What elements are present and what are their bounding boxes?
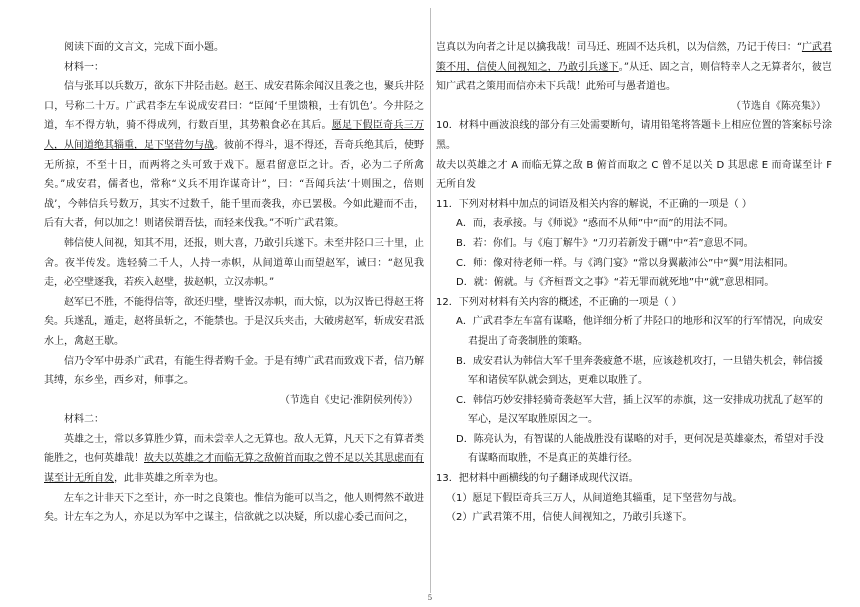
question-11-option-b: B．若：你们。与《庖丁解牛》“刀刃若新发于硎”中“若”意思不同。 bbox=[456, 237, 754, 249]
material-two-title: 材料二： bbox=[64, 414, 104, 426]
question-11-option-a: A．而，表承接。与《师说》“惑而不从师”中“而”的用法不同。 bbox=[456, 218, 734, 230]
passage-text: 。彼前不得斗，退不得还，吾奇兵绝其后，使野无所掠，不至十日，而两将之头可致于戏下。愿君留意臣之计。否，必为二子所禽矣。”成安君，儒者也，常称“义兵不用诈谋奇计”，曰：“吾闻兵法‘十则围之，倍则战’，今韩信兵号数万，其实不过数千，能千里而袭我，亦已罢极。今如此避而不击，后有大者，何以加之！则诸侯谓吾怯，而轻来伐我。”不听广武君策。 bbox=[44, 139, 424, 230]
question-12-option-a: A．广武君李左车富有谋略，他详细分析了井陉口的地形和汉军的行军情况，向成安 bbox=[456, 316, 823, 328]
question-13: 13．把材料中画横线的句子翻译成现代汉语。 bbox=[436, 473, 639, 485]
question-12-option-b-cont: 军和诸侯军队就会到达，更难以取胜了。 bbox=[468, 375, 648, 387]
material-one-paragraph-4: 信乃令军中毋杀广武君，有能生得者购千金。于是有缚广武君而致戏下者，信乃解其缚，东乡坐，西乡对，师事之。 bbox=[44, 355, 424, 387]
material-two-source: （节选自《陈亮集》） bbox=[731, 100, 826, 112]
question-11-option-c: C．师：像对待老师一样。与《鸿门宴》“常以身翼蔽沛公”中“翼”用法相同。 bbox=[456, 257, 794, 269]
question-12-option-c: C．韩信巧妙安排轻骑奇袭赵军大营，插上汉军的赤旗，这一安排成功扰乱了赵军的 bbox=[456, 394, 823, 406]
passage-text: 信与张耳以兵数万，欲东下井陉击赵。赵王、成安君陈余闻汉且袭之也，聚兵井陉口，号称二十万。广武君李左车说成安君曰：“臣闻‘千里馈粮，士有饥色’。今井陉之道，车不得方轨，骑不得成列，行数百里，其势粮食必在其后。 bbox=[44, 81, 424, 132]
material-two-paragraph-1 bbox=[44, 430, 424, 489]
material-one-paragraph-1 bbox=[44, 77, 424, 234]
question-13-item-1: （1）愿足下假臣奇兵三万人，从间道绝其辎重，足下坚营勿与战。 bbox=[446, 492, 743, 504]
question-12-option-d-cont: 有谋略而取胜，不是真正的英雄行径。 bbox=[468, 453, 638, 465]
question-13-item-2: （2）广武君策不用，信使人间视知之，乃敢引兵遂下。 bbox=[446, 512, 693, 524]
passage-text: 岂真以为向者之计足以擒我哉！司马迁、班固不达兵机，以为信然，乃记于传曰：“ bbox=[436, 42, 802, 53]
question-11-option-d: D．就：俯就。与《齐桓晋文之事》“若无罪而就死地”中“就”意思相同。 bbox=[456, 277, 775, 289]
left-column bbox=[44, 38, 424, 528]
passage-text: 英雄之士，常以多算胜少算，而未尝幸人之无算也。敌人无算，凡天下之有算者类能胜之，也何英雄哉！ bbox=[44, 433, 424, 465]
page-number: 5 bbox=[427, 594, 433, 602]
material-one-source: （节选自《史记·淮阴侯列传》） bbox=[279, 394, 418, 406]
question-12: 12．下列对材料有关内容的概述，不正确的一项是（ ） bbox=[436, 296, 682, 308]
wavy-underlined-sentence: 故夫以英雄之才而临无算之敌俯首而取之曾不足以关其思虑而有谋至计无所自发 bbox=[44, 453, 424, 485]
question-10: 10．材料中画波浪线的部分有三处需要断句，请用铅笔将答题卡上相应位置的答案标号涂黑。 bbox=[436, 120, 832, 151]
material-one-paragraph-3: 赵军已不胜，不能得信等，欲还归壁，壁皆汉赤帜，而大惊，以为汉皆已得赵王将矣。兵遂乱，遁走，赵将虽斩之，不能禁也。于是汉兵夹击，大破虏赵军，斩成安君泜水上，禽赵王歇。 bbox=[44, 296, 424, 347]
passage-text: ，此非英雄之所幸为也。 bbox=[114, 473, 224, 485]
question-12-option-d: D．陈亮认为，有智谋的人能战胜没有谋略的对手，更何况是英雄豪杰，希望对手没 bbox=[456, 433, 824, 445]
material-two-paragraph-2: 左车之计非天下之至计，亦一时之良策也。惟信为能可以当之，他人则愕然不敢进矣。计左车之为人，亦足以为军中之谋主，信欲就之以决疑，所以虚心委己而问之， bbox=[44, 492, 424, 524]
question-12-option-c-cont: 军心，是汉军取胜原因之一。 bbox=[468, 414, 598, 426]
reading-instruction: 阅读下面的文言文，完成下面小题。 bbox=[64, 42, 224, 53]
underlined-sentence-2: 广武君策不用，信使人间视知之，乃敢引兵遂下 bbox=[436, 42, 832, 73]
right-column bbox=[436, 38, 832, 528]
underlined-sentence-1: 愿足下假臣奇兵三万人，从间道绝其辎重，足下坚营勿与战 bbox=[44, 120, 425, 151]
question-11: 11．下列对材料中加点的词语及相关内容的解说，不正确的一项是（ ） bbox=[436, 198, 752, 210]
passage-text: 。”从迁、固之言，则信特幸人之无算者尔，彼岂知广武君之策用而信亦未下兵哉！此殆可与愚者道也。 bbox=[436, 61, 832, 93]
question-12-option-a-cont: 君提出了奇袭制胜的策略。 bbox=[468, 335, 588, 347]
material-two-continuation bbox=[436, 38, 832, 97]
question-12-option-b: B．成安君认为韩信大军千里奔袭疲惫不堪，应该趁机攻打，一旦错失机会，韩信援 bbox=[456, 355, 823, 367]
question-10-text: 故夫以英雄之才 A 而临无算之敌 B 俯首而取之 C 曾不足以关 D 其思虑 E 而奇谋至计 F 无所自发 bbox=[436, 159, 832, 191]
material-one-title: 材料一： bbox=[64, 61, 104, 73]
material-one-paragraph-2: 韩信使人间视，知其不用，还报，则大喜，乃敢引兵遂下。未至井陉口三十里，止舍。夜半传发。选轻骑二千人，人持一赤帜，从间道萆山而望赵军，诫曰：“赵见我走，必空壁逐我，若疾入赵壁，拔赵帜，立汉赤帜。” bbox=[44, 237, 424, 289]
column-divider bbox=[430, 8, 431, 593]
